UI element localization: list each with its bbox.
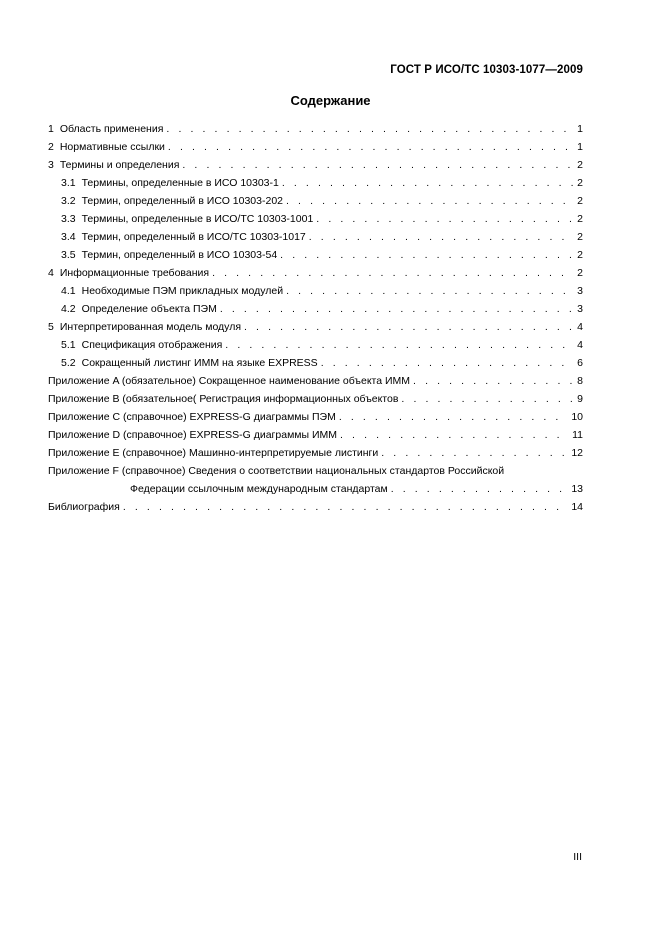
- toc-entry[interactable]: [48, 372, 583, 390]
- toc-entry-label: Определение объекта ПЭМ: [81, 303, 217, 315]
- toc-entry-page: 4: [577, 321, 583, 333]
- toc-entry-label: Нормативные ссылки: [59, 141, 165, 153]
- toc-entry-page: 2: [577, 249, 583, 261]
- dot-leader: [286, 282, 574, 300]
- dot-leader: [182, 156, 574, 174]
- toc-entry-label: Термин, определенный в ИСО 10303-202: [81, 195, 284, 207]
- toc-entry-label: Термины, определенные в ИСО 10303-1: [81, 177, 279, 189]
- toc-entry[interactable]: [48, 210, 583, 228]
- toc-entry-label: Приложение A (обязательное) Сокращенное наименование объекта ИММ: [48, 375, 411, 387]
- toc-entry-number: 3.3: [61, 213, 76, 225]
- dot-leader: [309, 228, 574, 246]
- dot-leader: [316, 210, 574, 228]
- toc-entry[interactable]: [48, 174, 583, 192]
- toc-entry-page: 10: [571, 411, 583, 423]
- toc-entry-label: Термины и определения: [59, 159, 180, 171]
- toc-entry-label: Федерации ссылочным международным стандартам: [130, 483, 388, 495]
- toc-entry[interactable]: [48, 336, 583, 354]
- toc-entry-label: Термин, определенный в ИСО/ТС 10303-1017: [81, 231, 306, 243]
- toc-entry-number: 5: [48, 321, 54, 333]
- toc-entry-label: Приложение F (справочное) Сведения о соответствии национальных стандартов Российской: [48, 465, 505, 477]
- toc-entry-number: 4: [48, 267, 54, 279]
- toc-entry-number: 4.2: [61, 303, 76, 315]
- dot-leader: [166, 120, 574, 138]
- dot-leader: [225, 336, 574, 354]
- toc-entry-page: 6: [577, 357, 583, 369]
- toc-entry-label: Интерпретированная модель модуля: [59, 321, 242, 333]
- toc-entry-page: 3: [577, 303, 583, 315]
- toc-entry[interactable]: [48, 300, 583, 318]
- dot-leader: [212, 264, 574, 282]
- toc-entry-page: 13: [571, 483, 583, 495]
- dot-leader: [123, 498, 568, 516]
- toc-entry-label: Приложение C (справочное) EXPRESS-G диаграммы ПЭМ: [48, 411, 336, 423]
- toc-entry[interactable]: [48, 120, 583, 138]
- dot-leader: [286, 192, 574, 210]
- toc-entry[interactable]: [48, 246, 583, 264]
- toc-entry-page: 1: [577, 141, 583, 153]
- toc-entry-page: 3: [577, 285, 583, 297]
- dot-leader: [282, 174, 574, 192]
- dot-leader: [244, 318, 574, 336]
- toc-title: Содержание: [290, 93, 371, 108]
- dot-leader: [391, 480, 569, 498]
- toc-entry-page: 2: [577, 213, 583, 225]
- toc-entry-page: 9: [577, 393, 583, 405]
- toc-entry[interactable]: [48, 228, 583, 246]
- toc-entry-label: Сокращенный листинг ИММ на языке EXPRESS: [81, 357, 318, 369]
- toc-entry-label: Необходимые ПЭМ прикладных модулей: [81, 285, 284, 297]
- dot-leader: [401, 390, 574, 408]
- toc-entry-number: 3.2: [61, 195, 76, 207]
- toc-entry[interactable]: [48, 156, 583, 174]
- toc-entry[interactable]: [48, 462, 583, 480]
- toc-entry[interactable]: [48, 444, 583, 462]
- toc-entry-label: Термины, определенные в ИСО/ТС 10303-1001: [81, 213, 314, 225]
- toc-entry[interactable]: [48, 408, 583, 426]
- table-of-contents: [48, 120, 583, 516]
- toc-entry[interactable]: [48, 480, 583, 498]
- toc-entry[interactable]: [48, 354, 583, 372]
- dot-leader: [321, 354, 574, 372]
- document-code: ГОСТ Р ИСО/ТС 10303-1077—2009: [390, 64, 583, 76]
- toc-entry-page: 2: [577, 267, 583, 279]
- dot-leader: [413, 372, 574, 390]
- dot-leader: [340, 426, 569, 444]
- toc-entry-page: 1: [577, 123, 583, 135]
- toc-entry-label: Спецификация отображения: [81, 339, 223, 351]
- toc-entry-page: 8: [577, 375, 583, 387]
- dot-leader: [339, 408, 569, 426]
- toc-entry-number: 3: [48, 159, 54, 171]
- toc-entry-label: Приложение E (справочное) Машинно-интерпретируемые листинги: [48, 447, 379, 459]
- toc-entry[interactable]: [48, 390, 583, 408]
- toc-entry-number: 1: [48, 123, 54, 135]
- toc-entry-number: 5.1: [61, 339, 76, 351]
- dot-leader: [220, 300, 574, 318]
- toc-entry[interactable]: [48, 498, 583, 516]
- toc-entry[interactable]: [48, 318, 583, 336]
- toc-entry-number: 3.4: [61, 231, 76, 243]
- toc-entry[interactable]: [48, 192, 583, 210]
- toc-entry-page: 11: [572, 429, 583, 441]
- toc-entry-page: 2: [577, 177, 583, 189]
- dot-leader: [381, 444, 568, 462]
- toc-entry-label: Библиография: [48, 501, 120, 513]
- toc-entry-label: Термин, определенный в ИСО 10303-54: [81, 249, 278, 261]
- toc-entry-page: 14: [571, 501, 583, 513]
- toc-entry-label: Информационные требования: [59, 267, 210, 279]
- toc-entry[interactable]: [48, 282, 583, 300]
- toc-entry-number: 3.1: [61, 177, 76, 189]
- toc-entry[interactable]: [48, 138, 583, 156]
- toc-entry-number: 5.2: [61, 357, 76, 369]
- dot-leader: [168, 138, 574, 156]
- toc-entry-page: 4: [577, 339, 583, 351]
- toc-entry-label: Приложение B (обязательное( Регистрация информационных объектов: [48, 393, 399, 405]
- toc-entry[interactable]: [48, 426, 583, 444]
- toc-entry-number: 4.1: [61, 285, 76, 297]
- page-number: III: [573, 851, 582, 863]
- toc-entry-label: Приложение D (справочное) EXPRESS-G диаграммы ИММ: [48, 429, 338, 441]
- toc-entry-number: 3.5: [61, 249, 76, 261]
- toc-entry-page: 2: [577, 231, 583, 243]
- toc-entry-number: 2: [48, 141, 54, 153]
- toc-entry[interactable]: [48, 264, 583, 282]
- toc-entry-page: 2: [577, 195, 583, 207]
- toc-entry-page: 2: [577, 159, 583, 171]
- toc-entry-page: 12: [571, 447, 583, 459]
- toc-entry-label: Область применения: [59, 123, 164, 135]
- dot-leader: [280, 246, 574, 264]
